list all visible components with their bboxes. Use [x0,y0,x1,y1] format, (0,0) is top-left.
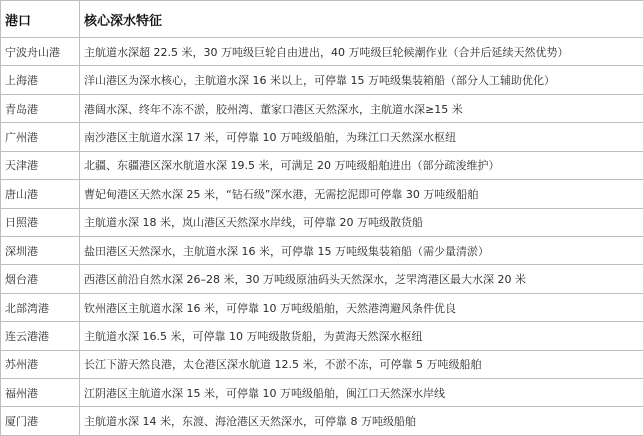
table-row [1,236,643,264]
feature-cell: 洋山港区为深水核心，主航道水深 16 米以上，可停靠 15 万吨级集装箱船（部分人工辅助优化） [80,66,643,94]
port-name-cell: 深圳港 [1,236,80,264]
column-header-feature: 核心深水特征 [80,1,643,38]
feature-cell: 曹妃甸港区天然水深 25 米，“钻石级”深水港，无需挖泥即可停靠 30 万吨级船舶 [80,180,643,208]
port-name-cell: 唐山港 [1,180,80,208]
feature-cell: 江阴港区主航道水深 15 米，可停靠 10 万吨级船舶，闽江口天然深水岸线 [80,379,643,407]
table-row [1,208,643,236]
column-header-port: 港口 [1,1,80,38]
port-name-cell: 日照港 [1,208,80,236]
table-row [1,94,643,122]
feature-cell: 主航道水深超 22.5 米，30 万吨级巨轮自由进出，40 万吨级巨轮候潮作业（合并后延续天然优势） [80,38,643,66]
feature-cell: 主航道水深 14 米，东渡、海沧港区天然深水，可停靠 8 万吨级船舶 [80,407,643,436]
feature-cell: 主航道水深 16.5 米，可停靠 10 万吨级散货船，为黄海天然深水枢纽 [80,322,643,350]
port-name-cell: 苏州港 [1,350,80,378]
port-name-cell: 厦门港 [1,407,80,436]
table-row [1,293,643,321]
table-row [1,123,643,151]
port-name-cell: 上海港 [1,66,80,94]
table-row [1,322,643,350]
port-name-cell: 烟台港 [1,265,80,293]
table-row [1,350,643,378]
table-row [1,379,643,407]
feature-cell: 长江下游天然良港，太仓港区深水航道 12.5 米，不淤不冻，可停靠 5 万吨级船舶 [80,350,643,378]
feature-cell: 港阔水深、终年不冻不淤，胶州湾、董家口港区天然深水，主航道水深≥15 米 [80,94,643,122]
port-name-cell: 北部湾港 [1,293,80,321]
table-row [1,407,643,436]
port-name-cell: 青岛港 [1,94,80,122]
port-name-cell: 广州港 [1,123,80,151]
feature-cell: 钦州港区主航道水深 16 米，可停靠 10 万吨级船舶，天然港湾避风条件优良 [80,293,643,321]
table-row [1,66,643,94]
port-name-cell: 天津港 [1,151,80,179]
table-row [1,180,643,208]
feature-cell: 西港区前沿自然水深 26–28 米，30 万吨级原油码头天然深水，芝罘湾港区最大水深 20 米 [80,265,643,293]
table-row [1,38,643,66]
port-name-cell: 连云港港 [1,322,80,350]
port-name-cell: 宁波舟山港 [1,38,80,66]
feature-cell: 南沙港区主航道水深 17 米，可停靠 10 万吨级船舶，为珠江口天然深水枢纽 [80,123,643,151]
table-row [1,151,643,179]
port-name-cell: 福州港 [1,379,80,407]
table-header-row [1,1,643,38]
feature-cell: 盐田港区天然深水，主航道水深 16 米，可停靠 15 万吨级集装箱船（需少量清淤） [80,236,643,264]
feature-cell: 主航道水深 18 米，岚山港区天然深水岸线，可停靠 20 万吨级散货船 [80,208,643,236]
feature-cell: 北疆、东疆港区深水航道水深 19.5 米，可满足 20 万吨级船舶进出（部分疏浚维护） [80,151,643,179]
table-row [1,265,643,293]
